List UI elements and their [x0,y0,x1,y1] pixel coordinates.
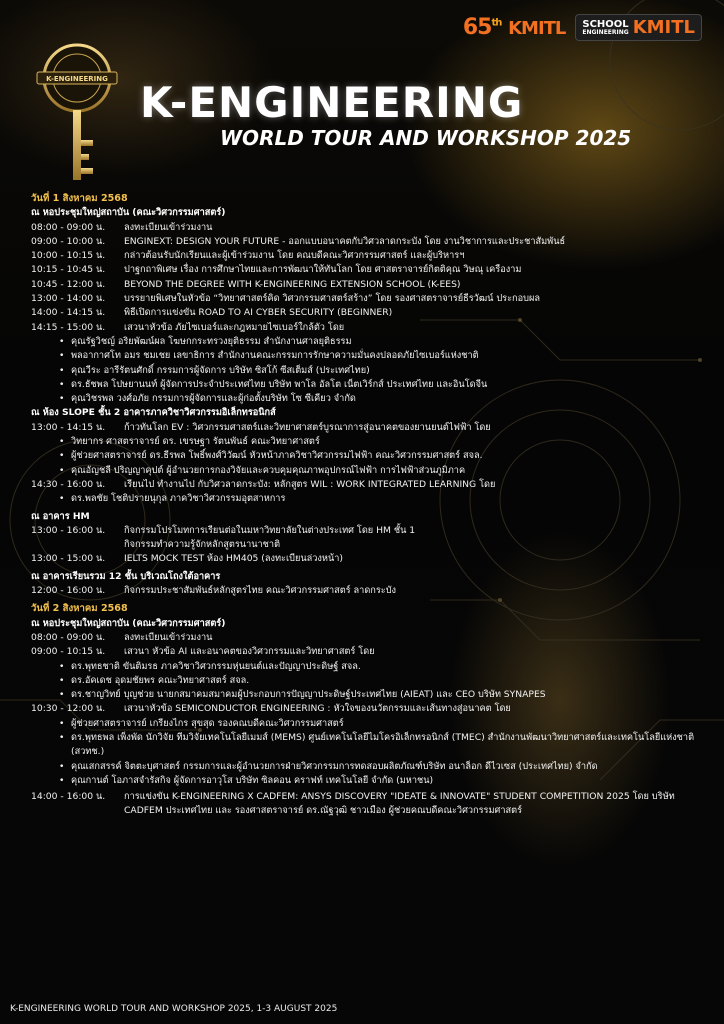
schedule-row [31,421,701,435]
schedule-row [31,263,701,277]
speaker-item: • ดร.ธัชพล โปษยานนท์ ผู้จัดการประจำประเทศไทย บริษัท พาโล อัลโต เน็ตเวิร์กส์ ประเทศไทย และอินโดจีน [71,378,701,392]
schedule-row [31,790,701,819]
speaker-item: • พลอากาศโท อมร ชมเชย เลขาธิการ สำนักงานคณะกรรมการรักษาความมั่นคงปลอดภัยไซเบอร์แห่งชาติ [71,349,701,363]
schedule-row [31,249,701,263]
venue-heading: ณ ห้อง SLOPE ชั้น 2 อาคารภาควิชาวิศวกรรมอิเล็กทรอนิกส์ [31,407,276,419]
speaker-item: • คุณอัญชลี ปริญญาคุปต์ ผู้อำนวยการกองวิจัยและควบคุมคุณภาพอุปกรณ์ไฟฟ้า การไฟฟ้าส่วนภูมิภาค [71,464,701,478]
time-slot: 14:00 - 16:00 น. [31,791,106,803]
time-slot: 10:45 - 12:00 น. [31,278,106,290]
speaker-item: • คุณรัฐวิชญ์ อริยพัฒน์ผล โฆษกกระทรวงยุติธรรม สำนักงานศาลยุติธรรม [71,335,701,349]
schedule-row [31,552,701,566]
session-description: การแข่งขัน K-ENGINEERING X CADFEM: ANSYS DISCOVERY "IDEATE & INNOVATE" STUDENT COMPETITION 2025 โดย บริษัท CADFEM ประเทศไทย และ รองศาสตราจารย์ ดร.ณัฐวุฒิ ชาวเมือง ผู้ช่วยคณบดีคณะวิศวกรรมศาสตร์ [124,791,675,817]
session-description: กิจกรรมประชาสัมพันธ์หลักสูตรไทย คณะวิศวกรรมศาสตร์ ลาดกระบัง [124,585,397,597]
schedule-row [31,478,701,492]
time-slot: 08:00 - 09:00 น. [31,221,106,233]
session-description: พิธีเปิดการแข่งขัน ROAD TO AI CYBER SECURITY (BEGINNER) [124,307,393,319]
speaker-list [31,492,701,506]
k-engineering-key-badge [32,40,122,190]
session-description: IELTS MOCK TEST ห้อง HM405 (ลงทะเบียนล่วงหน้า) [124,553,343,565]
time-slot: 14:30 - 16:00 น. [31,478,106,490]
schedule-row [31,645,701,659]
page-title: K-ENGINEERING [140,78,524,127]
speaker-item: • ดร.พุทธชาติ ขันติมรธ ภาควิชาวิศวกรรมหุ่นยนต์และปัญญาประดิษฐ์ สจล. [71,660,701,674]
speaker-item: • คุณเสกสรรค์ จิตตะบุศาสตร์ กรรมการและผู้อำนวยการฝ่ายวิศวกรรมการทดสอบผลิตภัณฑ์บริษัท อนาล็อก ดีไวเซส (ประเทศไทย) จำกัด [71,760,701,774]
session-description: BEYOND THE DEGREE WITH K-ENGINEERING EXTENSION SCHOOL (K-EES) [124,278,461,290]
session-description: บรรยายพิเศษในหัวข้อ “วิทยาศาสตร์คิด วิศวกรรมศาสตร์สร้าง” โดย รองศาสตราจารย์ธีรวัฒน์ ประกอบผล [124,293,540,305]
venue-heading: ณ อาคารเรียนรวม 12 ชั้น บริเวณโถงใต้อาคาร [31,570,221,582]
speaker-list [31,660,701,703]
schedule-row [31,631,701,645]
day-label: วันที่ 2 สิงหาคม 2568 [31,603,128,615]
schedule-row [31,584,701,598]
session-description: ปาฐกถาพิเศษ เรื่อง การศึกษาไทยและการพัฒนาให้ทันโลก โดย ศาสตราจารย์กิตติคุณ วิษณุ เครืองาม [124,264,522,276]
session-description: ก้าวทันโลก EV : วิศวกรรมศาสตร์และวิทยาศาสตร์บูรณาการสู่อนาคตของยานยนต์ไฟฟ้า โดย [124,421,491,433]
venue-heading: ณ หอประชุมใหญ่สถาบัน (คณะวิศวกรรมศาสตร์) [31,617,226,629]
session-description: ลงทะเบียนเข้าร่วมงาน [124,221,213,233]
speaker-item: • ดร.ชาญวิทย์ บุญช่วย นายกสมาคมสมาคมผู้ประกอบการปัญญาประดิษฐ์ประเทศไทย (AIEAT) และ CEO บริษัท SYNAPES [71,688,701,702]
speaker-list [31,335,701,406]
speaker-item: • ดร.พลชัย โชติปรายนุกุล ภาควิชาวิศวกรรมอุตสาหการ [71,492,701,506]
schedule-row [31,702,701,716]
time-slot: 13:00 - 15:00 น. [31,553,106,565]
session-description: กิจกรรมโปรโมทการเรียนต่อในมหาวิทยาลัยในต่างประเทศ โดย HM ชั้น 1 กิจกรรมทำความรู้จักหลักสูตรนานาชาติ [124,524,416,551]
time-slot: 14:15 - 15:00 น. [31,321,106,333]
venue-heading: ณ อาคาร HM [31,510,90,522]
speaker-item: • วิทยากร ศาสตราจารย์ ดร. เขรษฐา รัตนพันธ์ คณะวิทยาศาสตร์ [71,435,701,449]
badge-text: K-ENGINEERING [46,75,108,83]
session-description: ลงทะเบียนเข้าร่วมงาน [124,631,213,643]
time-slot: 10:15 - 10:45 น. [31,264,106,276]
session-description: เสวนาหัวข้อ ภัยไซเบอร์และกฎหมายไซเบอร์ใกล้ตัว โดย [124,321,345,333]
schedule-row [31,524,701,553]
logo-group [463,14,702,41]
day-label: วันที่ 1 สิงหาคม 2568 [31,193,128,204]
speaker-item: • ผู้ช่วยศาสตราจารย์ เกรียงไกร สุขสุด รองคณบดีคณะวิศวกรรมศาสตร์ [71,717,701,731]
schedule-row [31,221,701,235]
footer-text: K-ENGINEERING WORLD TOUR AND WORKSHOP 2025, 1-3 AUGUST 2025 [10,1004,338,1014]
speaker-item: • ดร.พุทธพล เพ็งพัด นักวิจัย ทีมวิจัยเทคโนโลยีเมมส์ (MEMS) ศูนย์เทคโนโลยีไมโครอิเล็กทรอนิกส์ (TMEC) สำนักงานพัฒนาวิทยาศาสตร์และเทคโนโลยีแห่งชาติ (สวทช.) [71,731,701,760]
schedule-row [31,321,701,335]
speaker-item: • คุณวีระ อารีรัตนศักดิ์ กรรมการผู้จัดการ บริษัท ซิสโก้ ซีสเต็มส์ (ประเทศไทย) [71,364,701,378]
time-slot: 13:00 - 14:00 น. [31,293,106,305]
session-description: เสวนา หัวข้อ AI และอนาคตของวิศวกรรมและวิทยาศาสตร์ โดย [124,646,375,658]
page-subtitle: WORLD TOUR AND WORKSHOP 2025 [220,126,632,150]
time-slot: 09:00 - 10:00 น. [31,235,106,247]
schedule-row [31,278,701,292]
kmitl-65-logo: 65th KMITL [462,15,566,40]
speaker-item: • ดร.อัคเดช อุดมชัยพร คณะวิทยาศาสตร์ สจล. [71,674,701,688]
session-description: ENGINEXT: DESIGN YOUR FUTURE - ออกแบบอนาคตกับวิศวลาดกระบัง โดย งานวิชาการและประชาสัมพันธ์ [124,235,566,247]
schedule-row [31,306,701,320]
time-slot: 13:00 - 14:15 น. [31,421,106,433]
time-slot: 14:00 - 14:15 น. [31,307,106,319]
speaker-item: • คุณกานต์ โอภาสจำรัสกิจ ผู้จัดการอาวุโส บริษัท ซิลคอน คราฟท์ เทคโนโลยี จำกัด (มหาชน) [71,774,701,788]
schedule-row [31,292,701,306]
speaker-list [31,717,701,788]
session-description: กล่าวต้อนรับนักเรียนและผู้เข้าร่วมงาน โดย คณบดีคณะวิศวกรรมศาสตร์ และผู้บริหารฯ [124,250,465,262]
session-description: เรียนไป ทำงานไป กับวิศวลาดกระบัง: หลักสูตร WIL : WORK INTEGRATED LEARNING โดย [124,478,496,490]
time-slot: 12:00 - 16:00 น. [31,585,106,597]
time-slot: 08:00 - 09:00 น. [31,631,106,643]
time-slot: 10:00 - 10:15 น. [31,250,106,262]
venue-heading: ณ หอประชุมใหญ่สถาบัน (คณะวิศวกรรมศาสตร์) [31,207,226,219]
schedule [31,192,701,819]
time-slot: 13:00 - 16:00 น. [31,524,106,536]
speaker-item: • คุณวิชรพล วงศ์อภัย กรรมการผู้จัดการและผู้ก่อตั้งบริษัท โซ ซีเคียว จำกัด [71,392,701,406]
time-slot: 10:30 - 12:00 น. [31,703,106,715]
session-description: เสวนาหัวข้อ SEMICONDUCTOR ENGINEERING : หัวใจของนวัตกรรมและเส้นทางสู่อนาคต โดย [124,703,511,715]
schedule-row [31,235,701,249]
speaker-item: • ผู้ช่วยศาสตราจารย์ ดร.ธีรพล โพธิ์พงศ์วิวัฒน์ หัวหน้าภาควิชาวิศวกรรมไฟฟ้า คณะวิศวกรรมศาสตร์ สจล. [71,449,701,463]
time-slot: 09:00 - 10:15 น. [31,646,106,658]
school-of-engineering-logo: SCHOOL ENGINEERING KMITL [575,14,702,41]
speaker-list [31,435,701,478]
